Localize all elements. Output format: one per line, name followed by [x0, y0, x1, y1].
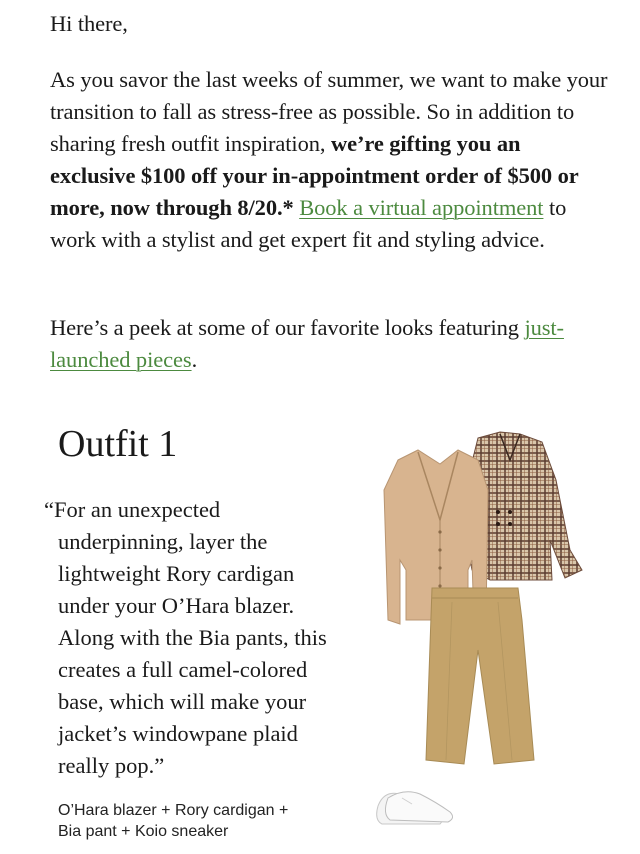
- caption-line: O’Hara blazer + Rory cardigan +: [58, 802, 289, 819]
- peek-text: Here’s a peek at some of our favorite looks featuring: [50, 315, 525, 340]
- just-launched-link[interactable]: just-launched pieces: [50, 315, 564, 372]
- sneaker-icon: [377, 792, 453, 824]
- intro-paragraph: [50, 64, 610, 256]
- quote-line: base, which will make your: [58, 689, 307, 714]
- outfit-caption: [58, 800, 358, 842]
- quote-line: Along with the Bia pants, this: [58, 625, 327, 650]
- peek-period: .: [191, 347, 198, 372]
- greeting-text: Hi there,: [50, 11, 128, 36]
- caption-line: Bia pant + Koio sneaker: [58, 823, 229, 840]
- quote-line: “For an unexpected: [44, 497, 221, 522]
- quote-line: under your O’Hara blazer.: [58, 593, 295, 618]
- quote-line: jacket’s windowpane plaid: [58, 721, 298, 746]
- outfit-title: Outfit 1: [58, 423, 178, 465]
- outfit-quote: [44, 494, 374, 782]
- intro-text-end: to work with a stylist and get expert fit and styling advice.: [50, 195, 567, 252]
- pants-icon: [426, 588, 534, 764]
- quote-line: lightweight Rory cardigan: [58, 561, 295, 586]
- intro-text: As you savor the last weeks of summer, we want to make your transition to fall as stress-free as possible. So in addition to sharing fresh outfit inspiration,: [50, 67, 608, 156]
- quote-line: really pop.”: [58, 753, 165, 778]
- outfit-flatlay-image[interactable]: [360, 420, 600, 840]
- book-appointment-link[interactable]: Book a virtual appointment: [299, 195, 544, 220]
- quote-line: underpinning, layer the: [58, 529, 268, 554]
- offer-text: we’re gifting you an exclusive $100 off your in-appointment order of $500 or more, now through 8/20.*: [50, 131, 579, 220]
- peek-paragraph: [50, 312, 610, 376]
- quote-line: creates a full camel-colored: [58, 657, 308, 682]
